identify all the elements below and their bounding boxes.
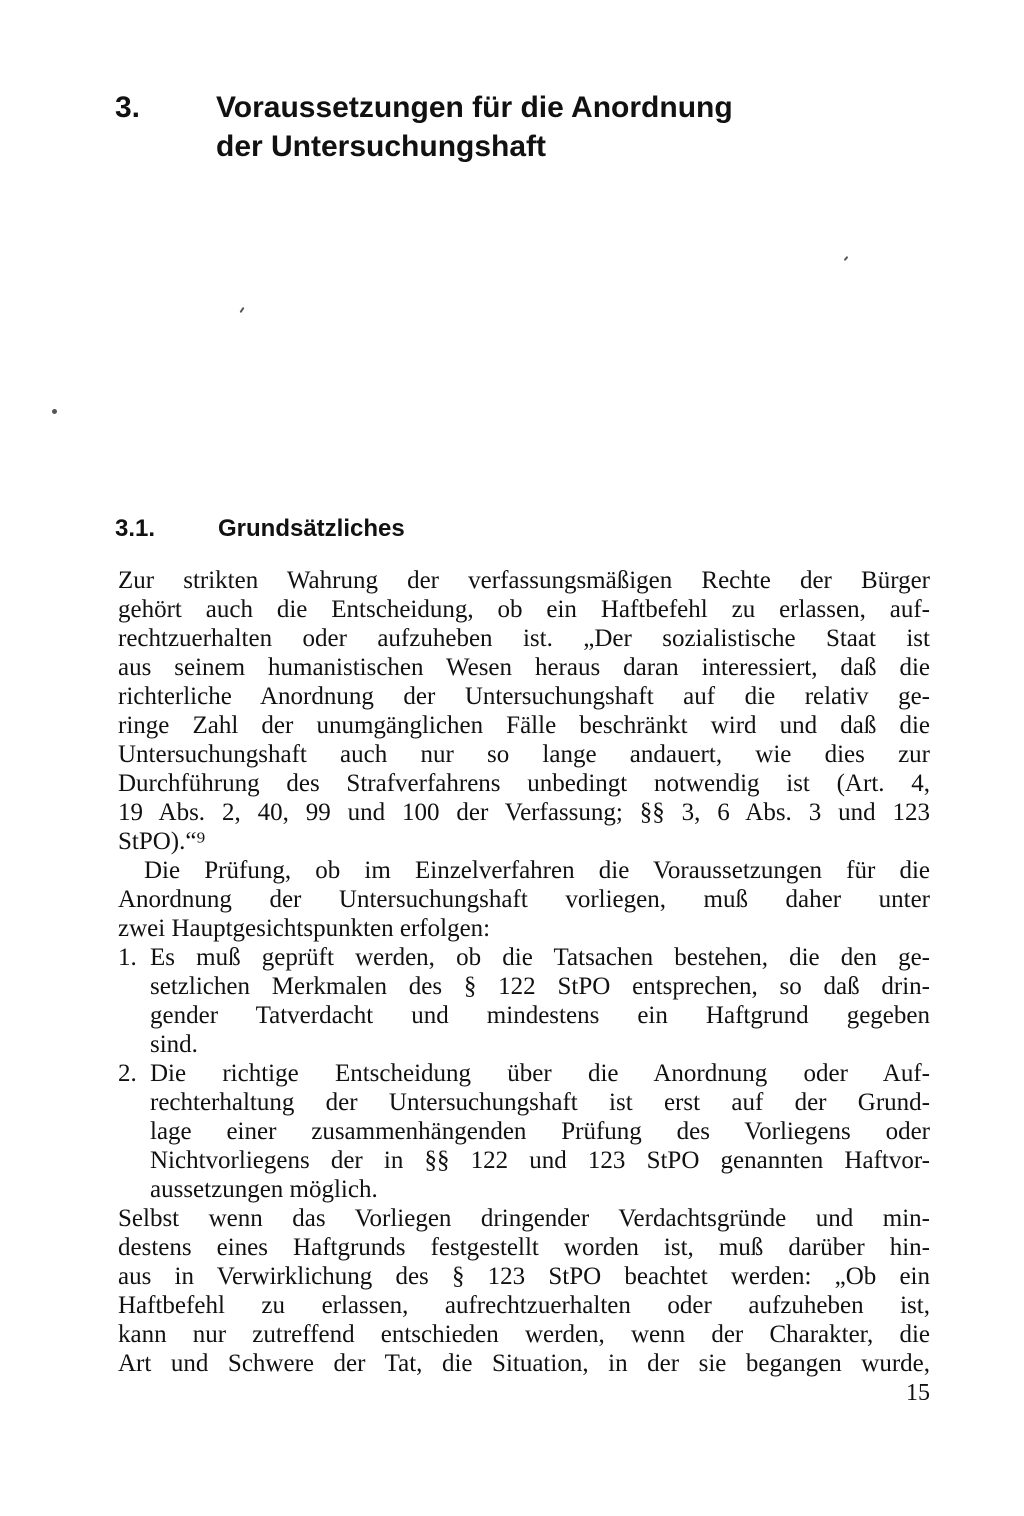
- text-line: Art und Schwere der Tat, die Situation, in der sie begangen wurde,: [118, 1350, 930, 1377]
- text-line: gehört auch die Entscheidung, ob ein Haftbefehl zu erlassen, auf-: [118, 596, 930, 623]
- numbered-list: [118, 943, 930, 1204]
- paragraph-3: [118, 1204, 930, 1378]
- list-text: setzlichen Merkmalen des § 122 StPO entsprechen, so daß drin-: [150, 973, 930, 1000]
- text-line: zwei Hauptgesichtspunkten erfolgen:: [118, 915, 491, 942]
- text-line: rechtzuerhalten oder aufzuheben ist. „Der sozialistische Staat ist: [118, 625, 930, 652]
- paragraph-2: [118, 856, 930, 943]
- list-item-1: [118, 943, 930, 972]
- list-text: Die richtige Entscheidung über die Anordnung oder Auf-: [150, 1060, 930, 1087]
- list-item-2-cont: [118, 1146, 930, 1175]
- text-line: Zur strikten Wahrung der verfassungsmäßigen Rechte der Bürger: [118, 567, 930, 594]
- text-line: aus in Verwirklichung des § 123 StPO beachtet werden: „Ob ein: [118, 1263, 930, 1290]
- text-line: ringe Zahl der unumgänglichen Fälle beschränkt wird und daß die: [118, 712, 930, 739]
- list-text: Es muß geprüft werden, ob die Tatsachen bestehen, die den ge-: [150, 944, 930, 971]
- list-marker: 1.: [118, 944, 137, 971]
- text-line: Die Prüfung, ob im Einzelverfahren die Voraussetzungen für die: [144, 857, 930, 884]
- list-item-2-cont: [118, 1175, 930, 1204]
- list-text: sind.: [150, 1031, 198, 1058]
- list-item-1-cont: [118, 1030, 930, 1059]
- list-text: rechterhaltung der Untersuchungshaft ist erst auf der Grund-: [150, 1089, 930, 1116]
- section-title: Grundsätzliches: [218, 515, 405, 542]
- text-line: Anordnung der Untersuchungshaft vorliegen, muß daher unter: [118, 886, 930, 913]
- text-line: Selbst wenn das Vorliegen dringender Verdachtsgründe und min-: [118, 1205, 930, 1232]
- text-line: aus seinem humanistischen Wesen heraus daran interessiert, daß die: [118, 654, 930, 681]
- list-item-2: [118, 1059, 930, 1088]
- text-line: destens eines Haftgrunds festgestellt worden ist, muß darüber hin-: [118, 1234, 930, 1261]
- list-text: Nichtvorliegens der in §§ 122 und 123 StPO genannten Haftvor-: [150, 1147, 930, 1174]
- text-line: Untersuchungshaft auch nur so lange andauert, wie dies zur: [118, 741, 930, 768]
- chapter-title-line: der Untersuchungshaft: [216, 130, 547, 163]
- list-item-2-cont: [118, 1088, 930, 1117]
- list-text: gender Tatverdacht und mindestens ein Haftgrund gegeben: [150, 1002, 930, 1029]
- text-line-footnote: StPO).“⁹: [118, 828, 206, 855]
- scan-speck: [52, 409, 57, 414]
- list-item-2-cont: [118, 1117, 930, 1146]
- list-text: aussetzungen möglich.: [150, 1176, 378, 1203]
- text-line: Haftbefehl zu erlassen, aufrechtzuerhalten oder aufzuheben ist,: [118, 1292, 930, 1319]
- list-text: lage einer zusammenhängenden Prüfung des Vorliegens oder: [150, 1118, 930, 1145]
- section-number: 3.1.: [115, 515, 156, 542]
- text-line: richterliche Anordnung der Untersuchungshaft auf die relativ ge-: [118, 683, 930, 710]
- list-item-1-cont: [118, 972, 930, 1001]
- scan-speck: [844, 256, 849, 261]
- text-line: kann nur zutreffend entschieden werden, wenn der Charakter, die: [118, 1321, 930, 1348]
- chapter-title-line: Voraussetzungen für die Anordnung: [216, 91, 733, 124]
- page-number: 15: [906, 1380, 930, 1406]
- text-line: Durchführung des Strafverfahrens unbedingt notwendig ist (Art. 4,: [118, 770, 930, 797]
- paragraph-1: [118, 566, 930, 856]
- chapter-title: [216, 88, 856, 166]
- text-line: 19 Abs. 2, 40, 99 und 100 der Verfassung; §§ 3, 6 Abs. 3 und 123: [118, 799, 930, 826]
- list-item-1-cont: [118, 1001, 930, 1030]
- scan-speck: [239, 307, 244, 313]
- chapter-number: 3.: [115, 91, 141, 124]
- list-marker: 2.: [118, 1060, 137, 1087]
- body-text: [118, 566, 930, 1378]
